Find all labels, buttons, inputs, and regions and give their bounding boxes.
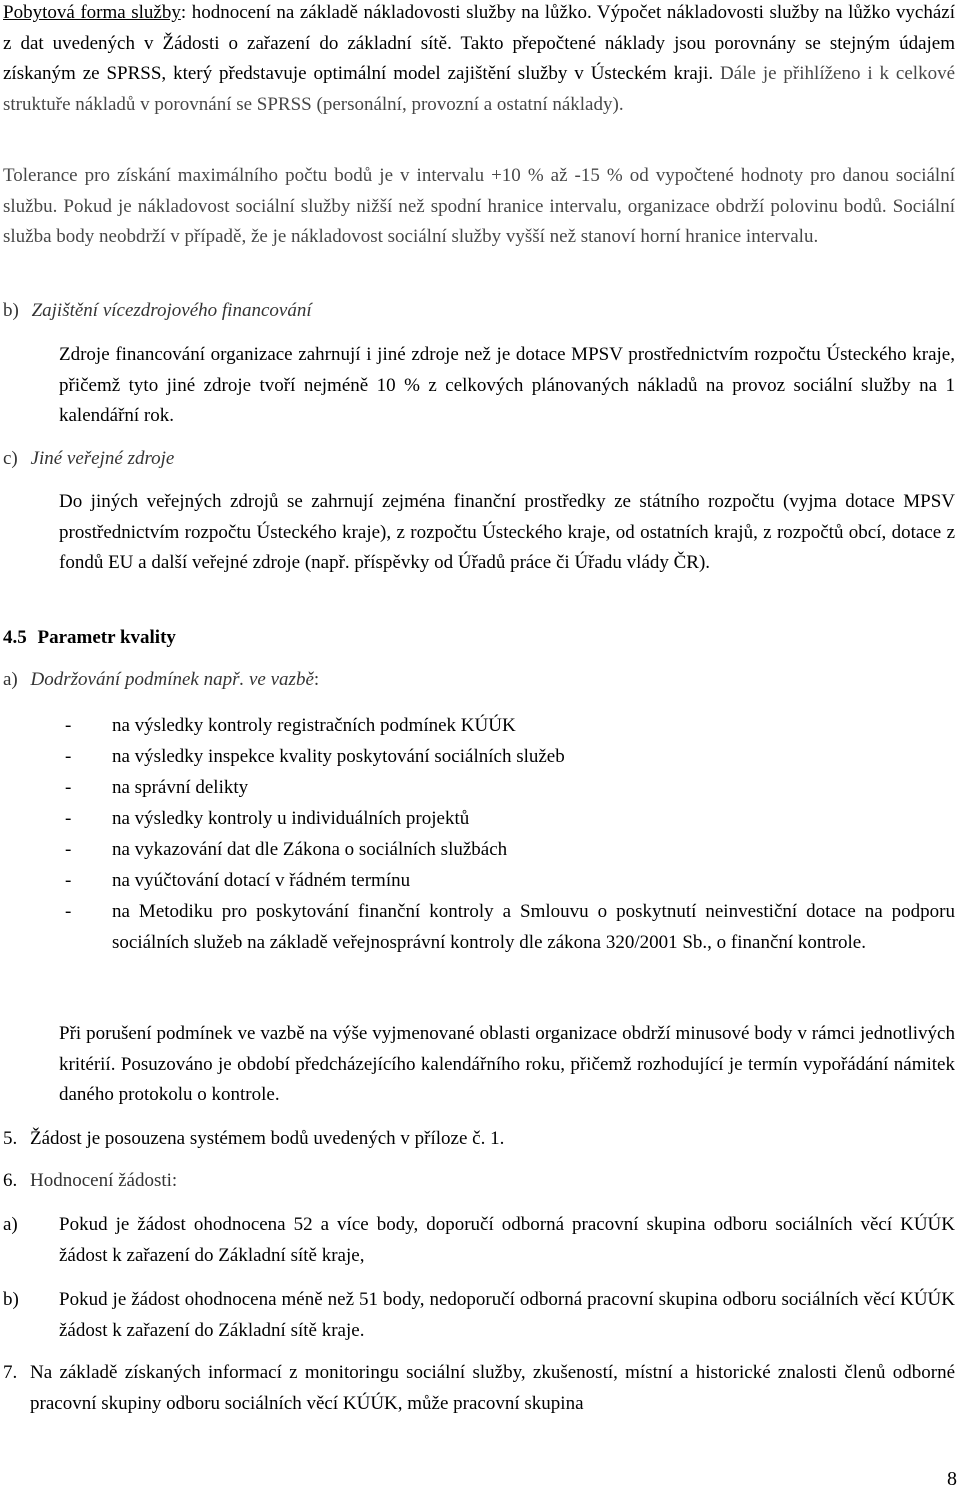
paragraph-public-sources: Do jiných veřejných zdrojů se zahrnují zejména finanční prostředky ze státního rozpočtu (vyjma dotace MPSV prostřednictvím rozpočtu Ústeckého kraje), z rozpočtu Ústeckého kraje, od ostatních krajů, z rozpočtů obcí, dotace z fondů EU a další veřejné zdroje (např. příspěvky od Úřadů práce či Úřadu vlády ČR). [59, 491, 955, 574]
list-item-text: na správní delikty [112, 777, 249, 798]
section-number: 4.5 [3, 627, 27, 648]
list-item-text: na vykazování dat dle Zákona o sociálních službách [112, 839, 508, 860]
list-item [59, 772, 955, 803]
heading-c-title: Jiné veřejné zdroje [30, 448, 175, 469]
heading-a-letter: a) [3, 669, 18, 690]
page-number: 8 [947, 1468, 957, 1490]
item-5-text: Žádost je posouzena systémem bodů uvedených v příloze č. 1. [30, 1128, 505, 1149]
dash-marker: - [65, 870, 72, 891]
conditions-list [59, 710, 955, 958]
item-5-number: 5. [3, 1128, 18, 1149]
dash-marker: - [65, 715, 72, 736]
heading-c [3, 444, 174, 475]
tolerance-sentence-1: Tolerance pro získání maximálního počtu bodů je v intervalu +10 % až -15 % od vypočtené hodnoty pro danou sociální službu. [3, 165, 955, 217]
term-residential-service: Pobytová forma služby [3, 2, 181, 23]
list-item [59, 834, 955, 865]
list-item-text: na výsledky inspekce kvality poskytování sociálních služeb [112, 746, 565, 767]
paragraph-residential-service [3, 0, 955, 121]
residential-service-text: : hodnocení na základě nákladovosti služby na lůžko. Výpočet nákladovosti služby na lůžko vychází z dat uvedených v Žádosti o zařazení do základní sítě. Takto přepočtené náklady jsou porovnány se stejným údajem získaným ze SPRSS, který představuje optimální model zajištění služby v Ústeckém kraji. [3, 2, 955, 85]
sub-item-b-letter: b) [3, 1289, 19, 1310]
item-6-text: Hodnocení žádosti: [30, 1170, 178, 1191]
list-item [59, 865, 955, 896]
dash-marker: - [65, 777, 72, 798]
heading-b-letter: b) [3, 300, 19, 321]
heading-b-title: Zajištění vícezdrojového financování [31, 300, 312, 321]
paragraph-tolerance [3, 161, 955, 253]
item-6-number: 6. [3, 1170, 18, 1191]
item-7-text: Na základě získaných informací z monitoringu sociální služby, zkušeností, místní a historické znalosti členů odborné pracovní skupiny odboru sociálních věcí KÚÚK, může pracovní skupina [30, 1362, 955, 1414]
section-heading [3, 623, 176, 654]
sub-item-a-text: Pokud je žádost ohodnocena 52 a více body, doporučí odborná pracovní skupina odboru sociálních věcí KÚÚK žádost k zařazení do Základní sítě kraje, [59, 1214, 955, 1266]
paragraph-violation: Při porušení podmínek ve vazbě na výše vyjmenované oblasti organizace obdrží minusové body v rámci jednotlivých kritérií. Posuzováno je období předcházejícího kalendářního roku, přičemž rozhodující je termín vypořádání námitek daného protokolu o kontrole. [59, 1023, 955, 1106]
tolerance-sentence-2: Pokud je nákladovost sociální služby nižší než spodní hranice intervalu, organizace obdrží polovinu bodů. [57, 195, 887, 217]
dash-marker: - [65, 746, 72, 767]
heading-b [3, 296, 312, 327]
heading-c-letter: c) [3, 448, 18, 469]
list-item [59, 741, 955, 772]
heading-a-title: Dodržování podmínek např. ve vazbě [30, 669, 314, 690]
list-item-text: na výsledky kontroly registračních podmínek KÚÚK [112, 715, 516, 736]
heading-a-colon: : [313, 669, 320, 690]
list-item [59, 803, 955, 834]
list-item [59, 710, 955, 741]
list-item-text: na výsledky kontroly u individuálních projektů [112, 808, 470, 829]
dash-marker: - [65, 808, 72, 829]
sub-item-b-text: Pokud je žádost ohodnocena méně než 51 body, nedoporučí odborná pracovní skupina odboru sociálních věcí KÚÚK žádost k zařazení do Základní sítě kraje. [59, 1289, 955, 1341]
list-item-text: na Metodiku pro poskytování finanční kontroly a Smlouvu o poskytnutí neinvestiční dotace na podporu sociálních služeb na základě veřejnosprávní kontroly dle zákona 320/2001 Sb., o finanční kontrole. [112, 901, 955, 953]
heading-a [3, 665, 319, 696]
section-title: Parametr kvality [37, 627, 176, 648]
list-item-text: na vyúčtování dotací v řádném termínu [112, 870, 411, 891]
cost-structure-text: Dále je přihlíženo i k celkové struktuře nákladů v porovnání se SPRSS (personální, provozní a ostatní náklady). [3, 63, 956, 116]
dash-marker: - [65, 839, 72, 860]
item-7-number: 7. [3, 1362, 18, 1383]
sub-item-a-letter: a) [3, 1214, 18, 1235]
dash-marker: - [65, 901, 72, 922]
paragraph-multisource-funding: Zdroje financování organizace zahrnují i jiné zdroje než je dotace MPSV prostřednictvím rozpočtu Ústeckého kraje, přičemž tyto jiné zdroje tvoří nejméně 10 % z celkových plánovaných nákladů na provoz sociální služby na 1 kalendářní rok. [59, 344, 955, 427]
tolerance-sentence-3: Sociální služba body neobdrží v případě, že je nákladovost sociální služby vyšší než stanoví horní hranice intervalu. [3, 195, 955, 248]
list-item [59, 896, 955, 958]
